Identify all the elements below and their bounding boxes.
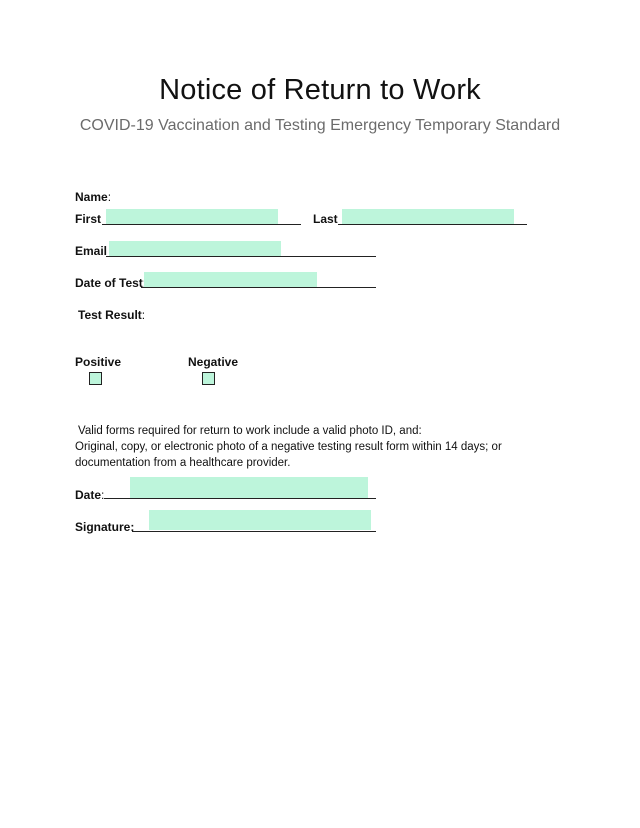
date-label-text: Date	[75, 488, 102, 502]
signature-field[interactable]	[149, 510, 371, 530]
page-title: Notice of Return to Work	[159, 74, 481, 106]
requirements-note-line-2: Original, copy, or electronic photo of a negative testing result form within 14 days; or	[75, 441, 502, 453]
name-label	[75, 190, 111, 204]
signature-label: Signature:	[75, 520, 135, 534]
signature-underline	[132, 531, 376, 532]
test-result-label	[78, 308, 145, 322]
negative-label: Negative	[188, 355, 239, 369]
date-underline	[104, 498, 376, 499]
first-name-field[interactable]	[106, 209, 278, 224]
last-name-underline	[338, 224, 527, 225]
requirements-note-line-3: documentation from a healthcare provider.	[75, 457, 291, 469]
positive-checkbox[interactable]	[89, 372, 102, 385]
email-field[interactable]	[109, 241, 281, 256]
name-label-text: Name	[75, 190, 108, 204]
date-of-test-underline	[141, 287, 376, 288]
last-name-field[interactable]	[342, 209, 514, 224]
date-colon: :	[101, 488, 105, 502]
date-label	[75, 488, 104, 502]
test-result-colon: :	[141, 308, 146, 322]
email-underline	[106, 256, 376, 257]
name-colon: :	[107, 190, 112, 204]
requirements-note-line-1: Valid forms required for return to work include a valid photo ID, and:	[78, 425, 422, 437]
date-of-test-label	[75, 276, 146, 290]
date-field[interactable]	[130, 477, 368, 498]
date-of-test-label-text: Date of Test	[75, 276, 143, 290]
positive-label: Positive	[75, 355, 122, 369]
negative-checkbox[interactable]	[202, 372, 215, 385]
first-name-label: First	[75, 212, 102, 226]
date-of-test-field[interactable]	[144, 272, 317, 287]
email-label: Email	[75, 244, 108, 258]
page-subtitle: COVID-19 Vaccination and Testing Emergency Temporary Standard	[79, 117, 561, 134]
last-name-label: Last	[313, 212, 338, 226]
first-name-underline	[102, 224, 301, 225]
test-result-label-text: Test Result	[78, 308, 142, 322]
